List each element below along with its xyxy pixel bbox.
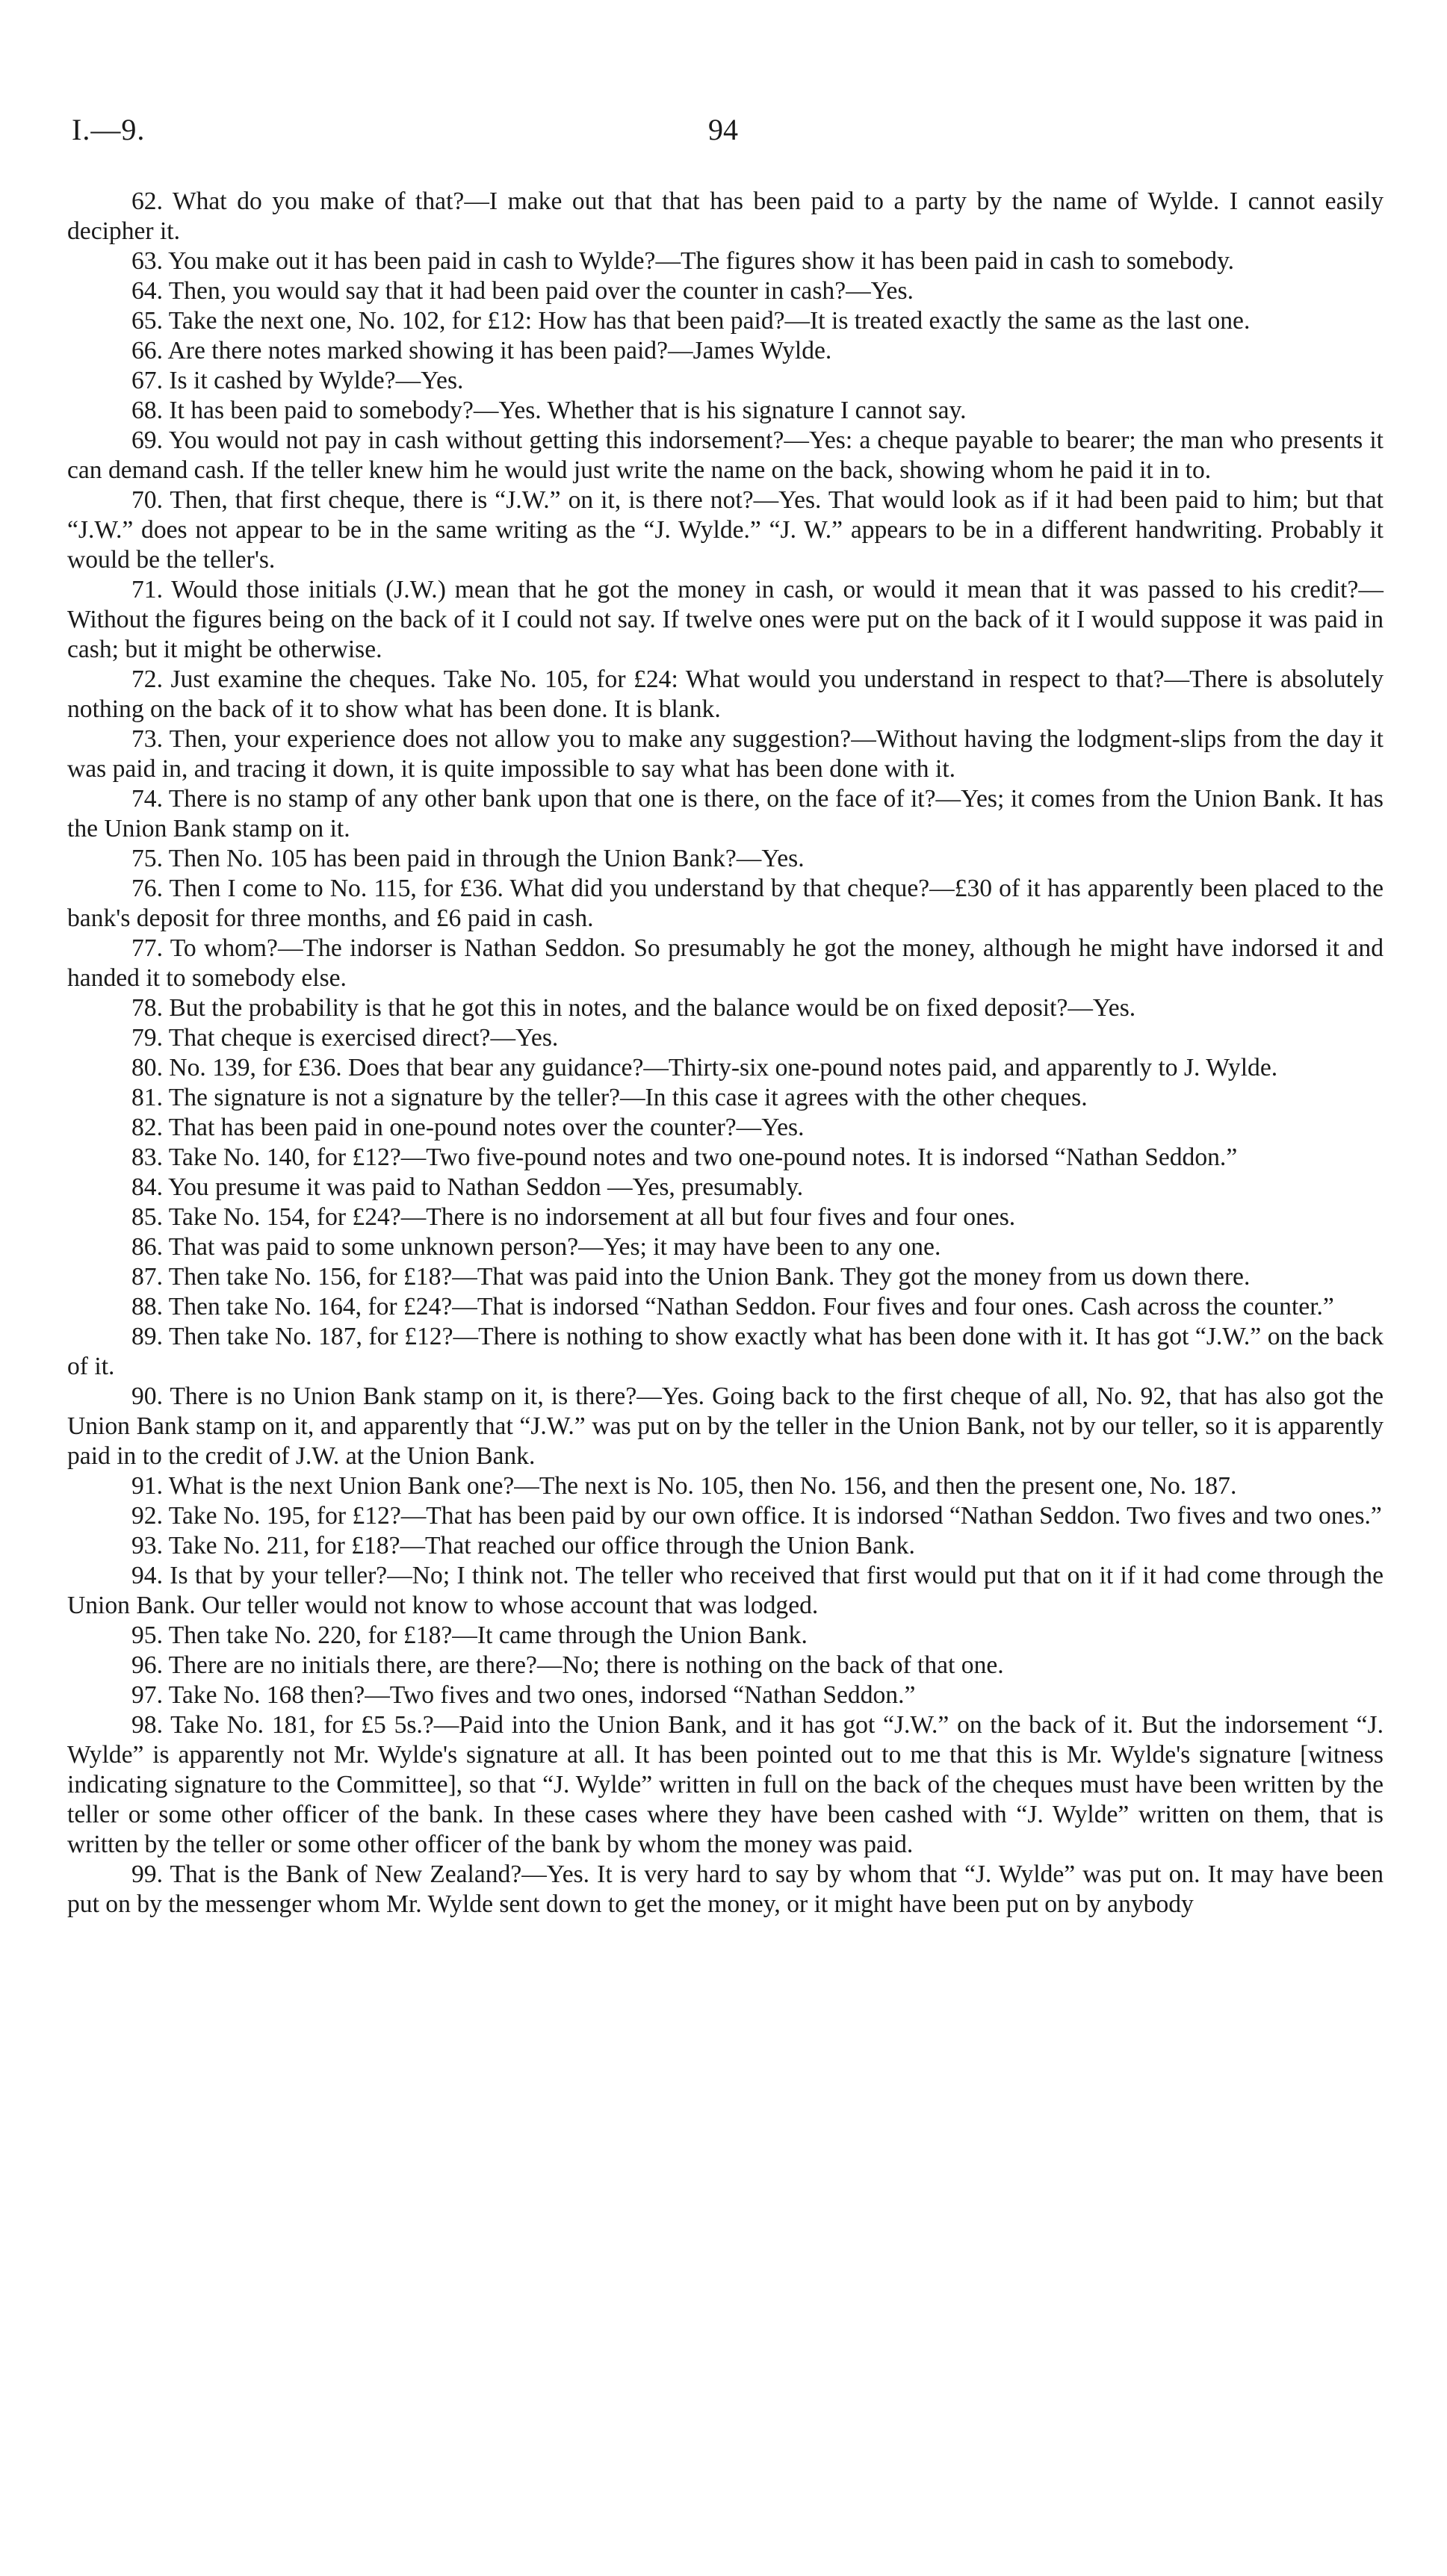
paragraph: 78. But the probability is that he got this in notes, and the balance would be on fixed deposit?—Yes. [131,994,1136,1022]
paragraph: 67. Is it cashed by Wylde?—Yes. [131,367,464,394]
paragraph: 69. You would not pay in cash without getting this indorsement?—Yes: a cheque payable to bearer; the man who presents it can demand cash. If the teller knew him he would just write the name on the back, showing whom he paid it in to. [67,426,1384,484]
paragraph: 77. To whom?—The indorser is Nathan Seddon. So presumably he got the money, although he might have indorsed it and handed it to somebody else. [67,934,1384,992]
paragraph: 99. That is the Bank of New Zealand?—Yes. It is very hard to say by whom that “J. Wylde” was put on. It may have been put on by the messenger whom Mr. Wylde sent down to get the money, or it might have been put on by anybody [67,1860,1384,1918]
paragraph: 80. No. 139, for £36. Does that bear any guidance?—Thirty-six one-pound notes paid, and apparently to J. Wylde. [131,1054,1278,1081]
page-header [72,112,1386,157]
document-reference: I.—9. [72,113,146,146]
paragraph: 96. There are no initials there, are there?—No; there is nothing on the back of that one. [131,1651,1004,1679]
paragraph: 87. Then take No. 156, for £18?—That was paid into the Union Bank. They got the money from us down there. [131,1263,1251,1291]
paragraph: 74. There is no stamp of any other bank upon that one is there, on the face of it?—Yes; it comes from the Union Bank. It has the Union Bank stamp on it. [67,785,1384,842]
paragraph: 65. Take the next one, No. 102, for £12: How has that been paid?—It is treated exactly the same as the last one. [131,307,1251,335]
paragraph: 76. Then I come to No. 115, for £36. What did you understand by that cheque?—£30 of it has apparently been placed to the bank's deposit for three months, and £6 paid in cash. [67,875,1384,932]
paragraph: 92. Take No. 195, for £12?—That has been paid by our own office. It is indorsed “Nathan Seddon. Two fives and two ones.” [131,1502,1382,1530]
paragraph: 71. Would those initials (J.W.) mean that he got the money in cash, or would it mean that it was passed to his credit?—Without the figures being on the back of it I could not say. If twelve ones were put on the back of it I would suppose it was paid in cash; but it might be otherwise. [67,576,1384,663]
paragraph: 85. Take No. 154, for £24?—There is no indorsement at all but four fives and four ones. [131,1203,1016,1231]
paragraph: 97. Take No. 168 then?—Two fives and two ones, indorsed “Nathan Seddon.” [131,1681,916,1709]
paragraph: 75. Then No. 105 has been paid in through the Union Bank?—Yes. [131,845,805,872]
page-number: 94 [708,113,738,146]
paragraph: 62. What do you make of that?—I make out that that has been paid to a party by the name of Wylde. I cannot easily decipher it. [67,187,1384,245]
paragraph: 90. There is no Union Bank stamp on it, is there?—Yes. Going back to the first cheque of all, No. 92, that has also got the Union Bank stamp on it, and apparently that “J.W.” was put on by the teller in the Union Bank, not by our teller, so it is apparently paid in to the credit of J.W. at the Union Bank. [67,1382,1384,1470]
paragraph: 68. It has been paid to somebody?—Yes. Whether that is his signature I cannot say. [131,397,967,424]
paragraph: 63. You make out it has been paid in cash to Wylde?—The figures show it has been paid in cash to somebody. [131,247,1235,275]
paragraph: 93. Take No. 211, for £18?—That reached our office through the Union Bank. [131,1532,915,1559]
paragraph: 64. Then, you would say that it had been paid over the counter in cash?—Yes. [131,277,914,305]
paragraph: 88. Then take No. 164, for £24?—That is indorsed “Nathan Seddon. Four fives and four ones. Cash across the counter.” [131,1293,1334,1320]
paragraph: 81. The signature is not a signature by the teller?—In this case it agrees with the other cheques. [131,1084,1088,1111]
testimony-text [67,187,1384,1919]
paragraph: 72. Just examine the cheques. Take No. 105, for £24: What would you understand in respect to that?—There is absolutely nothing on the back of it to show what has been done. It is blank. [67,665,1384,723]
paragraph: 94. Is that by your teller?—No; I think not. The teller who received that first would put that on it if it had come through the Union Bank. Our teller would not know to whose account that was lodged. [67,1562,1384,1619]
paragraph: 91. What is the next Union Bank one?—The next is No. 105, then No. 156, and then the present one, No. 187. [131,1472,1237,1500]
paragraph: 86. That was paid to some unknown person?—Yes; it may have been to any one. [131,1233,941,1261]
paragraph: 82. That has been paid in one-pound notes over the counter?—Yes. [131,1114,805,1141]
paragraph: 98. Take No. 181, for £5 5s.?—Paid into the Union Bank, and it has got “J.W.” on the back of it. But the indorsement “J. Wylde” is apparently not Mr. Wylde's signature at all. It has been pointed out to me that this is Mr. Wylde's signature [witness indicating signature to the Committee], so that “J. Wylde” written in full on the back of the cheques must have been written by the teller or some other officer of the bank. In these cases where they have been cashed with “J. Wylde” written on them, that is written by the teller or some other officer of the bank by whom the money was paid. [67,1711,1384,1858]
paragraph: 66. Are there notes marked showing it has been paid?—James Wylde. [131,337,832,364]
paragraph: 79. That cheque is exercised direct?—Yes. [131,1024,559,1052]
paragraph: 83. Take No. 140, for £12?—Two five-pound notes and two one-pound notes. It is indorsed “Nathan Seddon.” [131,1143,1238,1171]
paragraph: 73. Then, your experience does not allow you to make any suggestion?—Without having the lodgment-slips from the day it was paid in, and tracing it down, it is quite impossible to say what has been done with it. [67,725,1384,783]
paragraph: 84. You presume it was paid to Nathan Seddon —Yes, presumably. [131,1173,804,1201]
paragraph: 89. Then take No. 187, for £12?—There is nothing to show exactly what has been done with it. It has got “J.W.” on the back of it. [67,1323,1384,1380]
paragraph: 70. Then, that first cheque, there is “J.W.” on it, is there not?—Yes. That would look as if it had been paid to him; but that “J.W.” does not appear to be in the same writing as the “J. Wylde.” “J. W.” appears to be in a different handwriting. Probably it would be the teller's. [67,486,1384,574]
paragraph: 95. Then take No. 220, for £18?—It came through the Union Bank. [131,1621,808,1649]
